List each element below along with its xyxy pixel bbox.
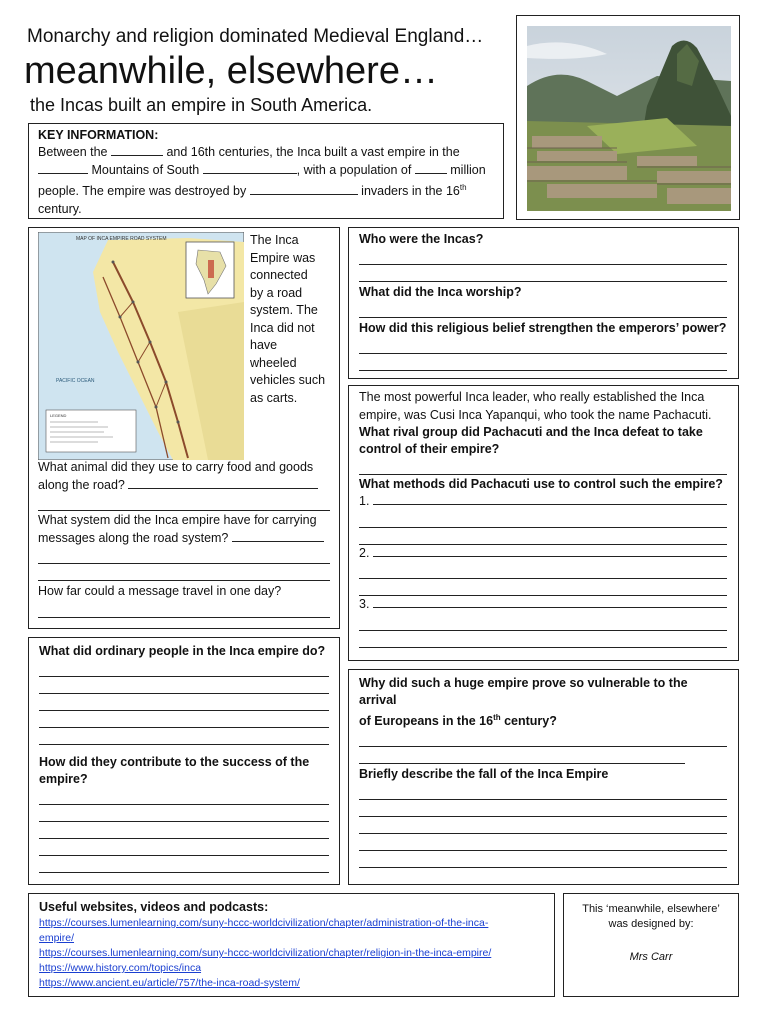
- answer-line[interactable]: [373, 607, 727, 608]
- link-administration-cont[interactable]: empire/: [39, 932, 75, 944]
- answer-line[interactable]: [39, 660, 329, 677]
- question-ordinary-people: What did ordinary people in the Inca empire do?: [39, 644, 326, 658]
- key-information-box: [28, 123, 504, 219]
- answer-line[interactable]: [359, 511, 727, 528]
- link-religion[interactable]: https://courses.lumenlearning.com/suny-hccc-worldcivilization/chapter/religion-in-the-inca-empire/: [39, 947, 492, 959]
- item-number: 2.: [359, 545, 370, 560]
- svg-text:LEGEND: LEGEND: [50, 413, 67, 418]
- answer-line[interactable]: [359, 800, 727, 817]
- pachacuti-text: empire, was Cusi Inca Yapanqui, who took the name Pachacuti.: [359, 407, 712, 422]
- question-fall-description: Briefly describe the fall of the Inca Empire: [359, 767, 609, 782]
- map-title: MAP OF INCA EMPIRE ROAD SYSTEM: [76, 236, 167, 242]
- key-information-heading: KEY INFORMATION:: [38, 128, 159, 142]
- answer-line[interactable]: [359, 747, 685, 764]
- question-contribution: How did they contribute to the success of the: [39, 755, 310, 769]
- answer-line[interactable]: [38, 547, 330, 564]
- answer-line[interactable]: [39, 856, 329, 873]
- roads-questions: What animal did they use to carry food and goods along the road? What system did the Inca empire have for carrying messages along the road system? How far could a message travel in one day?: [38, 459, 330, 618]
- fall-of-empire-box: Why did such a huge empire prove so vulnerable to the arrival of Europeans in the 16th century? Briefly describe the fall of the Inca Empire: [348, 669, 739, 885]
- answer-line[interactable]: [38, 564, 330, 581]
- machu-picchu-image: [527, 26, 731, 211]
- credit-author: Mrs Carr: [629, 951, 673, 963]
- subtitle-bottom: the Incas built an empire in South America.: [30, 95, 373, 115]
- answer-line[interactable]: [359, 868, 727, 885]
- question-message-distance: How far could a message travel in one day?: [38, 584, 282, 598]
- answer-line[interactable]: [39, 788, 329, 805]
- machu-picchu-photo: [516, 15, 740, 220]
- question-message-system: What system did the Inca empire have for carrying: [38, 513, 317, 527]
- question-animal: What animal did they use to carry food and goods: [38, 460, 314, 474]
- answer-line[interactable]: [359, 528, 727, 545]
- answer-line[interactable]: [38, 601, 330, 618]
- road-system-box: [28, 227, 340, 629]
- answer-line[interactable]: [359, 579, 727, 596]
- question-worship: What did the Inca worship?: [359, 285, 522, 299]
- question-control-methods: What methods did Pachacuti use to control such the empire?: [359, 477, 723, 491]
- resources-box: [28, 893, 555, 997]
- answer-line[interactable]: [359, 730, 727, 747]
- answer-line[interactable]: [359, 458, 727, 475]
- question-religion-power: How did this religious belief strengthen the emperors’ power?: [359, 321, 727, 335]
- subtitle-top: Monarchy and religion dominated Medieval England…: [27, 26, 484, 47]
- credit-text: was designed by:: [608, 918, 694, 930]
- who-were-incas-box: [348, 227, 739, 379]
- answer-line[interactable]: [359, 783, 727, 800]
- answer-line[interactable]: [373, 556, 727, 557]
- ordinary-people-box: What did ordinary people in the Inca empire do? How did they contribute to the success of the empire?: [28, 637, 340, 885]
- answer-line[interactable]: [359, 631, 727, 648]
- answer-line[interactable]: [373, 504, 727, 505]
- item-number: 1.: [359, 494, 370, 508]
- question-rival-group: What rival group did Pachacuti and the Inca defeat to take: [359, 425, 703, 439]
- link-administration[interactable]: https://courses.lumenlearning.com/suny-hccc-worldcivilization/chapter/administration-of-the-inca-: [39, 917, 489, 929]
- credit-box: [563, 893, 739, 997]
- answer-line[interactable]: [39, 822, 329, 839]
- pachacuti-text: The most powerful Inca leader, who really established the Inca: [359, 390, 705, 404]
- answer-line[interactable]: [359, 301, 727, 318]
- answer-line[interactable]: [359, 834, 727, 851]
- credit-text: This ‘meanwhile, elsewhere’: [582, 903, 720, 915]
- link-history-inca[interactable]: https://www.history.com/topics/inca: [39, 962, 202, 974]
- question-vulnerable: Why did such a huge empire prove so vulnerable to the arrival: [359, 676, 688, 707]
- item-number: 3.: [359, 597, 370, 611]
- key-information-text: Between the and 16th centuries, the Inca built a vast empire in the Mountains of South , with a population of million people. The empire was destroyed by invaders in the 16th century.: [38, 145, 486, 216]
- resources-heading: Useful websites, videos and podcasts:: [39, 900, 269, 914]
- answer-line[interactable]: [39, 711, 329, 728]
- road-intro-text: The Inca Empire was connected by a road system. The Inca did not have wheeled vehicles such as carts.: [250, 233, 326, 405]
- inca-road-map: [38, 232, 244, 460]
- answer-line[interactable]: [39, 728, 329, 745]
- answer-line[interactable]: [359, 851, 727, 868]
- map-ocean-label: PACIFIC OCEAN: [56, 378, 95, 384]
- answer-line[interactable]: [359, 354, 727, 371]
- page-title: meanwhile, elsewhere…: [24, 50, 438, 92]
- answer-line[interactable]: [39, 694, 329, 711]
- question-who-incas: Who were the Incas?: [359, 232, 484, 246]
- answer-line[interactable]: [359, 265, 727, 282]
- answer-line[interactable]: [359, 614, 727, 631]
- answer-line[interactable]: [359, 248, 727, 265]
- pachacuti-box: The most powerful Inca leader, who really established the Inca empire, was Cusi Inca Yapanqui, who took the name Pachacuti. What rival group did Pachacuti and the Inca defeat to take control of their empire? What methods did Pachacuti use to control such the empire? 1. 2. 3.: [348, 385, 739, 661]
- link-road-system[interactable]: https://www.ancient.eu/article/757/the-inca-road-system/: [39, 977, 300, 989]
- answer-line[interactable]: [39, 677, 329, 694]
- answer-line[interactable]: [39, 805, 329, 822]
- answer-line[interactable]: [38, 494, 330, 511]
- answer-line[interactable]: [39, 839, 329, 856]
- answer-line[interactable]: [359, 817, 727, 834]
- answer-line[interactable]: [359, 562, 727, 579]
- answer-line[interactable]: [359, 337, 727, 354]
